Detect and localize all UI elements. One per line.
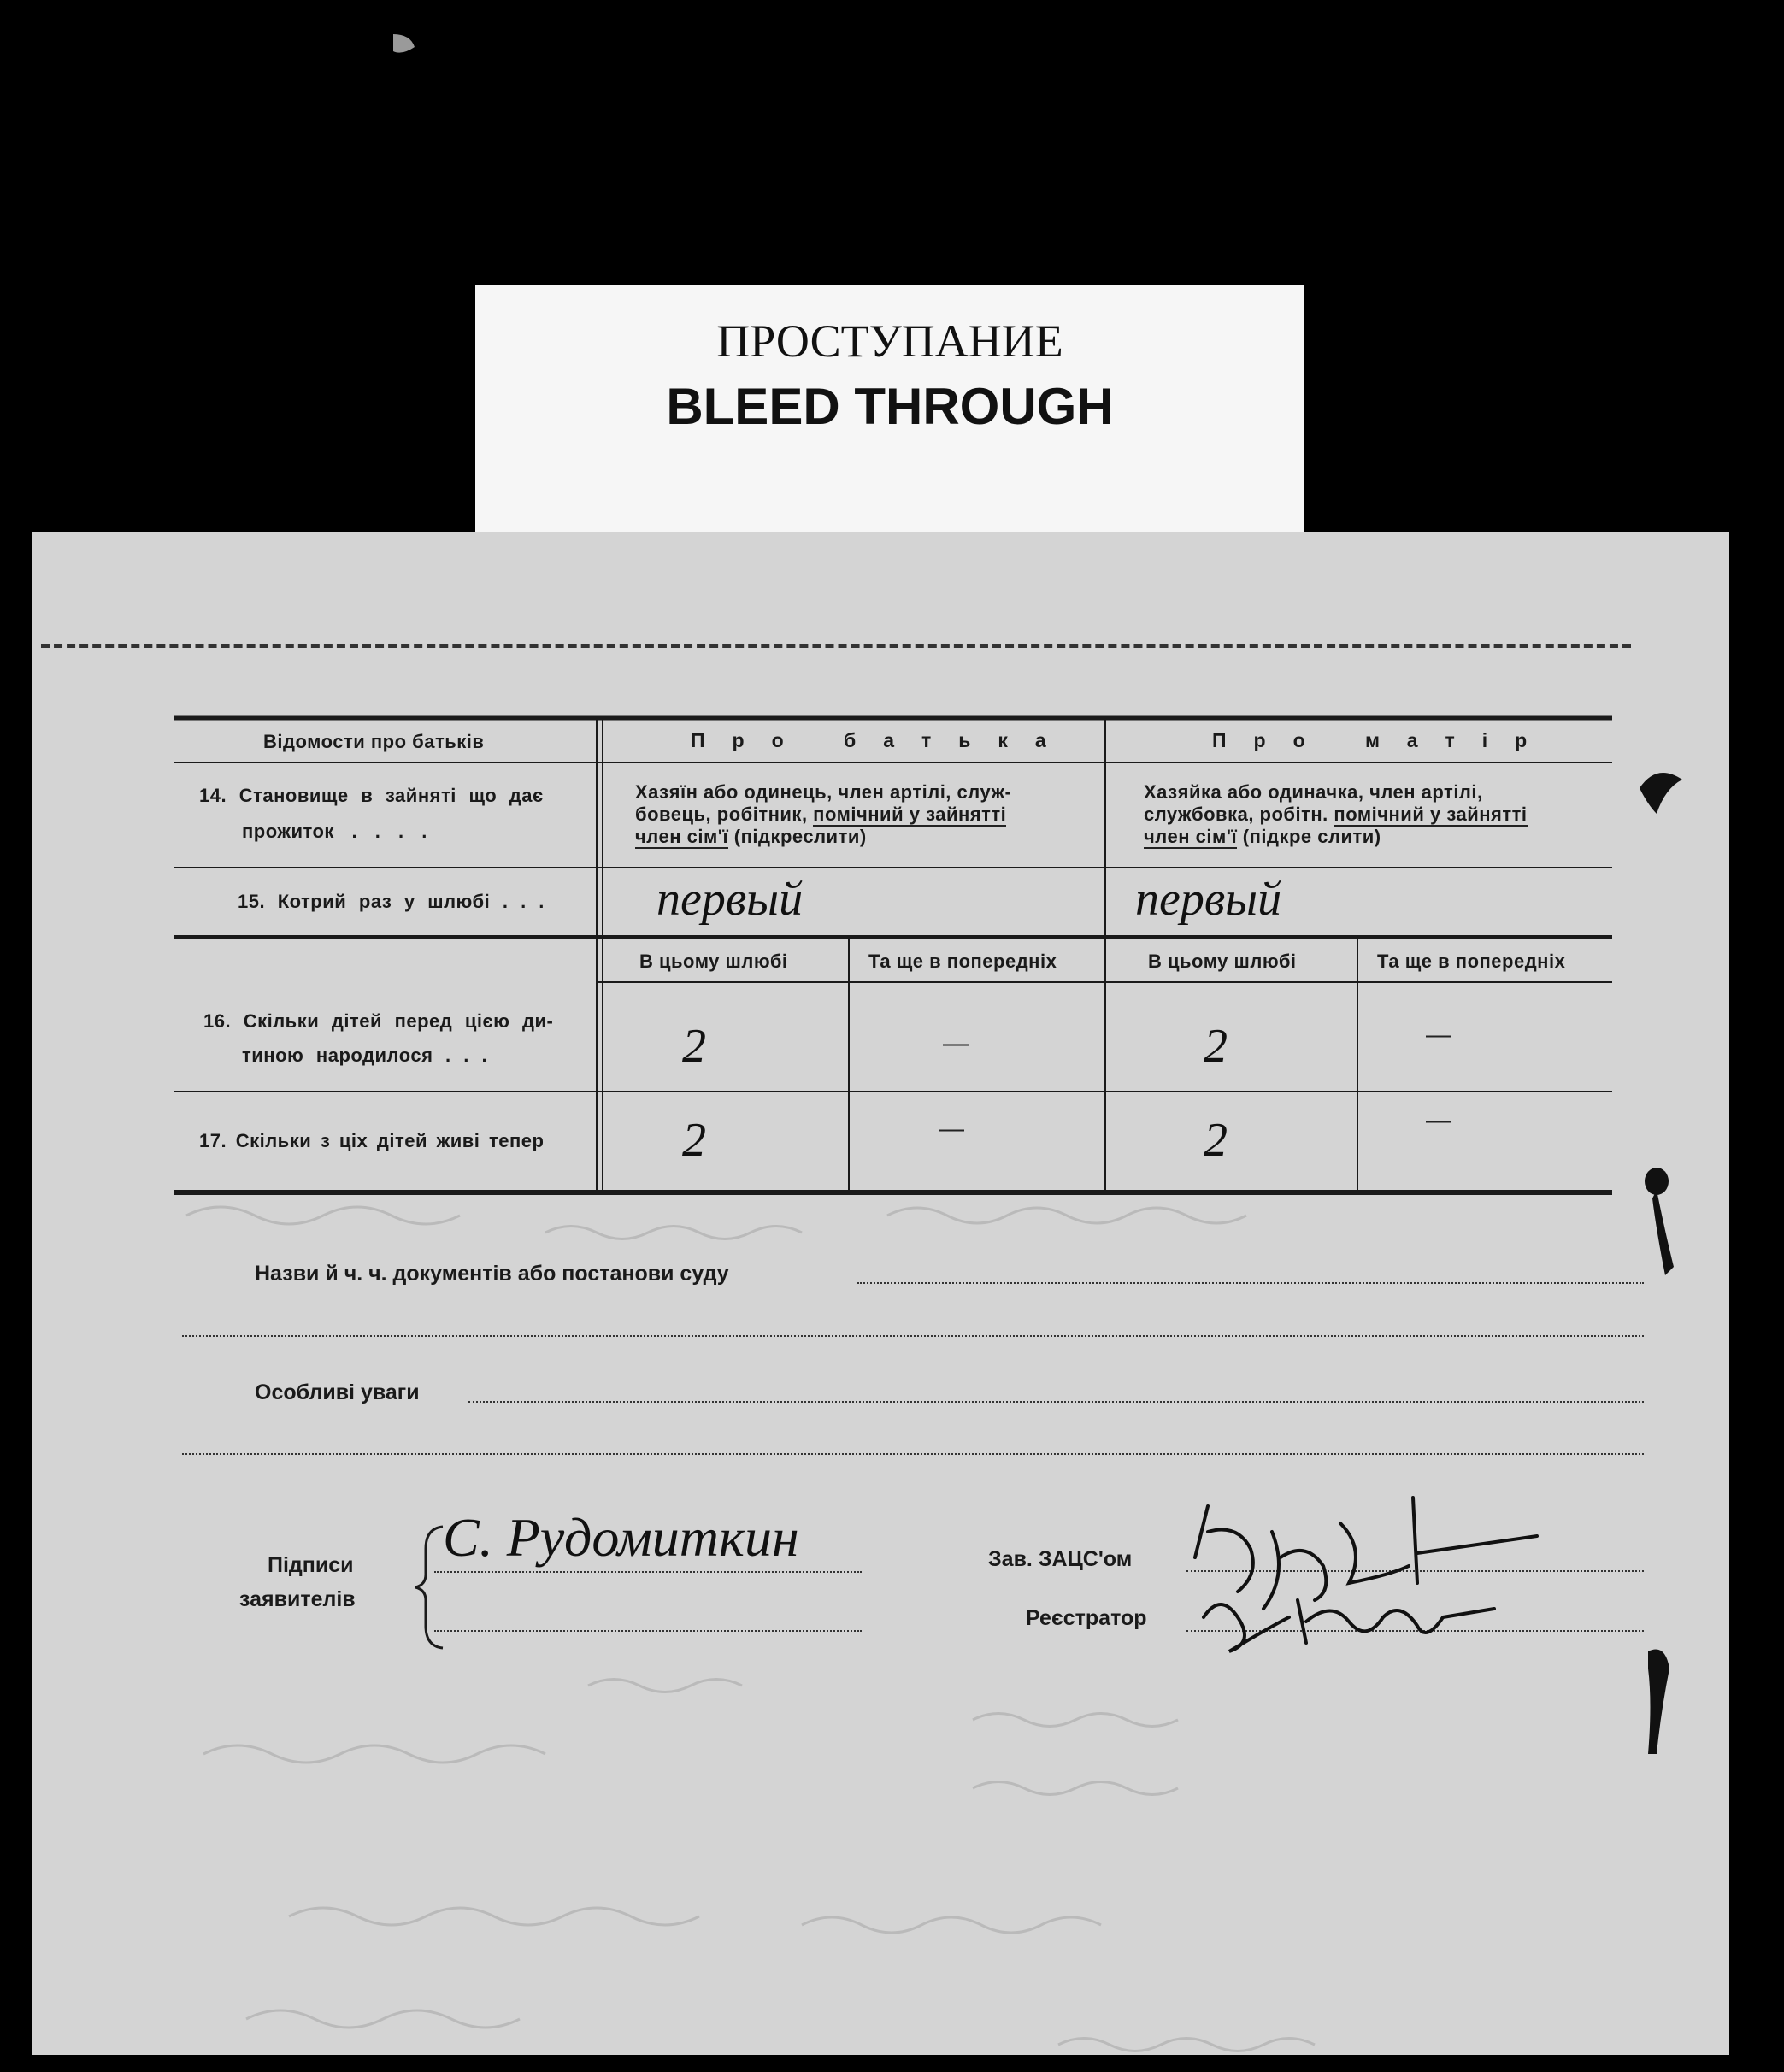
row16-father-previous: —: [943, 1029, 969, 1057]
notes-line-1: [468, 1401, 1644, 1403]
row14-father-line2-a: бовець, робітник,: [635, 803, 814, 825]
row14-mother-line2-a: службовка, робітн.: [1144, 803, 1334, 825]
row14-mother-line1: Хазяйка або одиначка, член артілі,: [1144, 781, 1483, 803]
subheader-father-this-marriage: В цьому шлюбі: [639, 951, 788, 972]
margin-tear-mark: [1622, 1634, 1708, 1771]
row15-father-value: первый: [656, 873, 804, 926]
row14-mother-line3: [1144, 826, 1381, 848]
notes-label: Особливі уваги: [255, 1380, 420, 1404]
row14-label-line1: 14. Становище в зайняті що дає: [199, 785, 544, 806]
documents-line-1: [857, 1282, 1644, 1284]
row16-mother-previous: —: [1426, 1021, 1451, 1049]
applicant-signature-line-1: [434, 1571, 862, 1573]
row16-label-line1: 16. Скільки дітей перед цією ди-: [203, 1010, 554, 1032]
row16-mother-this: 2: [1204, 1020, 1228, 1073]
row14-father-line1: Хазяїн або одинець, член артілі, служ-: [635, 781, 1012, 803]
row17-label: 17. Скільки з ціх дітей живі тепер: [199, 1130, 545, 1151]
head-of-registry-label: Зав. ЗАЦС'ом: [988, 1547, 1133, 1571]
applicant-signature: С. Рудомиткин: [443, 1507, 799, 1568]
row14-father-line2: [635, 803, 1006, 826]
row14-mother-line2: [1144, 803, 1528, 826]
official-signatures-scrawl: [1169, 1472, 1563, 1669]
documents-line-2: [182, 1335, 1644, 1337]
registration-form-sheet: [32, 532, 1729, 2055]
row14-mother-line3-a: член сім'ї: [1144, 826, 1238, 847]
form-table-grid: [32, 532, 1729, 2055]
row14-father-line2-b: помічний у зайнятті: [813, 803, 1007, 825]
bleed-through-label-card: [475, 285, 1304, 533]
applicant-signature-line-2: [434, 1630, 862, 1632]
label-english-text: BLEED THROUGH: [666, 378, 1114, 435]
row17-mother-this: 2: [1204, 1114, 1228, 1167]
subheader-mother-previous: Та ще в попередніх: [1377, 951, 1566, 972]
header-about-mother: Про матір: [1212, 729, 1555, 751]
row14-label-line2: прожиток . . . .: [242, 821, 427, 842]
header-about-father: Про батька: [691, 729, 1074, 751]
row17-father-this: 2: [682, 1114, 706, 1167]
signatures-label-line1: Підписи: [268, 1553, 354, 1577]
row16-label-line2: тиною народилося . . .: [242, 1045, 488, 1066]
margin-ink-blots: [1605, 754, 1725, 1455]
row14-mother-line2-b: помічний у зайнятті: [1334, 803, 1528, 825]
row14-mother-line3-b: (підкре слити): [1237, 826, 1381, 847]
row14-father-line3-a: член сім'ї: [635, 826, 729, 847]
documents-label: Назви й ч. ч. документів або постанови суду: [255, 1262, 729, 1286]
subheader-father-previous: Та ще в попередніх: [868, 951, 1057, 972]
label-russian-text: ПРОСТУПАНИЕ: [716, 315, 1063, 367]
subheader-mother-this-marriage: В цьому шлюбі: [1148, 951, 1297, 972]
header-parents-info: Відомости про батьків: [263, 731, 485, 752]
row17-mother-previous: —: [1426, 1106, 1451, 1134]
row15-label: 15. Котрий раз у шлюбі . . .: [238, 891, 545, 912]
row16-father-this: 2: [682, 1020, 706, 1073]
signatures-label-line2: заявителів: [239, 1587, 356, 1611]
corner-scan-mark: [389, 30, 423, 64]
row15-mother-value: первый: [1135, 873, 1282, 926]
row17-father-previous: —: [939, 1115, 964, 1143]
row14-father-line3: [635, 826, 867, 848]
row14-father-line3-b: (підкреслити): [728, 826, 867, 847]
registrar-label: Реєстратор: [1026, 1606, 1147, 1630]
notes-line-2: [182, 1453, 1644, 1455]
